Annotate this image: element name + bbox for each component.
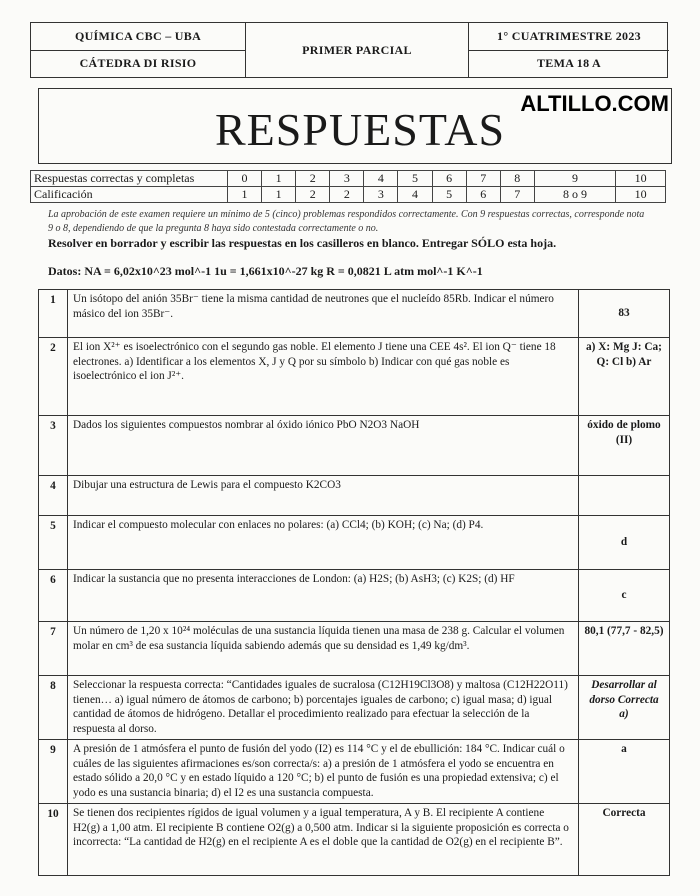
question-number: 3 bbox=[39, 416, 68, 476]
grade-cell: 4 bbox=[364, 171, 398, 187]
topic-label: TEMA 18 A bbox=[469, 50, 669, 78]
question-text: Dados los siguientes compuestos nombrar al óxido iónico PbO N2O3 NaOH bbox=[68, 416, 579, 476]
grade-cell: 10 bbox=[616, 171, 666, 187]
banner-title: RESPUESTAS bbox=[215, 104, 506, 155]
answer-box[interactable]: óxido de plomo (II) bbox=[579, 416, 670, 476]
instructions: Resolver en borrador y escribir las respuestas en los casilleros en blanco. Entregar SÓLO esta hoja. bbox=[48, 236, 557, 250]
question-row bbox=[39, 338, 670, 416]
grade-cell: 3 bbox=[330, 171, 364, 187]
question-row bbox=[39, 622, 670, 676]
grade-cell: 0 bbox=[228, 171, 262, 187]
answer-box[interactable]: Correcta bbox=[579, 804, 670, 876]
question-number: 5 bbox=[39, 516, 68, 570]
question-row bbox=[39, 476, 670, 516]
approval-note: La aprobación de este examen requiere un mínimo de 5 (cinco) problemas respondidos correctamente. Con 9 respuestas correctas, corresponde nota 9 o 8, dependiendo de que la pregunta 8 haya sido contestada correctamente o no. bbox=[48, 209, 645, 234]
question-text: Un isótopo del anión 35Br⁻ tiene la misma cantidad de neutrones que el nucleído 85Rb. Indicar el número másico del ion 35Br⁻. bbox=[68, 290, 579, 338]
grade-cell: 3 bbox=[364, 187, 398, 203]
grade-cell: 1 bbox=[228, 187, 262, 203]
answer-box[interactable]: a) X: Mg J: Ca; Q: Cl b) Ar bbox=[579, 338, 670, 416]
question-text: Indicar el compuesto molecular con enlaces no polares: (a) CCl4; (b) KOH; (c) Na; (d) P4. bbox=[68, 516, 579, 570]
answer-box[interactable]: c bbox=[579, 570, 670, 622]
grade-row-label: Calificación bbox=[31, 187, 228, 203]
answer-box[interactable]: Desarrollar al dorso Correcta a) bbox=[579, 676, 670, 740]
grade-cell: 4 bbox=[398, 187, 432, 203]
answer-box[interactable]: 83 bbox=[579, 290, 670, 338]
question-number: 9 bbox=[39, 740, 68, 804]
answer-box[interactable]: 80,1 (77,7 - 82,5) bbox=[579, 622, 670, 676]
answer-box[interactable]: d bbox=[579, 516, 670, 570]
grade-cell: 2 bbox=[296, 187, 330, 203]
grade-cell: 8 bbox=[500, 171, 534, 187]
grade-cell: 10 bbox=[616, 187, 666, 203]
grade-row-label: Respuestas correctas y completas bbox=[31, 171, 228, 187]
question-text: A presión de 1 atmósfera el punto de fusión del yodo (I2) es 114 °C y el de ebullición: 184 °C. Indicar cuál o cuáles de las siguientes afirmaciones es/son correcta/s: a) a presión de 1 atmósfera el yodo se encuentra en estado sólido a 20,0 °C y en estado líquido a 120 °C; b) el punto de fusión es una propiedad extensiva; c) el yodo es una sustancia binaria; d) el I2 es una sustancia compuesta. bbox=[68, 740, 579, 804]
exam-header bbox=[30, 22, 668, 78]
grade-cell: 7 bbox=[466, 171, 500, 187]
grade-cell: 9 bbox=[534, 171, 615, 187]
data-constants: Datos: NA = 6,02x10^23 mol^-1 1u = 1,661x10^-27 kg R = 0,0821 L atm mol^-1 K^-1 bbox=[48, 264, 483, 278]
grade-cell: 8 o 9 bbox=[534, 187, 615, 203]
answer-box[interactable]: a bbox=[579, 740, 670, 804]
question-row bbox=[39, 740, 670, 804]
question-number: 10 bbox=[39, 804, 68, 876]
watermark-text: ALTILLO.COM bbox=[520, 91, 669, 116]
question-number: 4 bbox=[39, 476, 68, 516]
question-text: Indicar la sustancia que no presenta interacciones de London: (a) H2S; (b) AsH3; (c) K2S; (d) HF bbox=[68, 570, 579, 622]
grade-cell: 6 bbox=[466, 187, 500, 203]
questions-table bbox=[38, 289, 670, 876]
question-text: Dibujar una estructura de Lewis para el compuesto K2CO3 bbox=[68, 476, 579, 516]
question-text: Un número de 1,20 x 10²⁴ moléculas de una sustancia líquida tienen una masa de 238 g. Calcular el volumen molar en cm³ de esa sustancia líquida sabiendo además que su densidad es 1,49 kg/dm³. bbox=[68, 622, 579, 676]
question-text: Se tienen dos recipientes rígidos de igual volumen y a igual temperatura, A y B. El recipiente A contiene H2(g) a 1,00 atm. El recipiente B contiene O2(g) a 0,500 atm. Indicar si la siguiente proposición es correcta o incorrecta: “La cantidad de H2(g) en el recipiente A es el doble que la cantidad de O2(g) en el recipiente B”. bbox=[68, 804, 579, 876]
question-row bbox=[39, 676, 670, 740]
question-row bbox=[39, 416, 670, 476]
grade-table bbox=[30, 170, 666, 203]
grade-cell: 5 bbox=[432, 187, 466, 203]
term-label: 1° CUATRIMESTRE 2023 bbox=[497, 28, 641, 43]
question-row bbox=[39, 804, 670, 876]
grade-row-correct bbox=[31, 171, 666, 187]
question-number: 2 bbox=[39, 338, 68, 416]
grade-cell: 7 bbox=[500, 187, 534, 203]
question-row bbox=[39, 290, 670, 338]
answers-banner bbox=[38, 88, 672, 164]
grade-cell: 2 bbox=[330, 187, 364, 203]
question-number: 7 bbox=[39, 622, 68, 676]
grade-row-score bbox=[31, 187, 666, 203]
question-row bbox=[39, 516, 670, 570]
grade-cell: 6 bbox=[432, 171, 466, 187]
exam-type-label: PRIMER PARCIAL bbox=[302, 42, 412, 57]
grade-cell: 5 bbox=[398, 171, 432, 187]
subject-label: QUÍMICA CBC – UBA bbox=[74, 28, 202, 43]
question-text: El ion X²⁺ es isoelectrónico con el segundo gas noble. El elemento J tiene una CEE 4s². El ion Q⁻ tiene 18 electrones. a) Identificar a los elementos X, J y Q por su símbolo b) Indicar con qué gas noble es isoelectrónico el ion J²⁺. bbox=[68, 338, 579, 416]
grade-cell: 2 bbox=[296, 171, 330, 187]
question-number: 6 bbox=[39, 570, 68, 622]
answer-box[interactable] bbox=[579, 476, 670, 516]
grade-cell: 1 bbox=[262, 187, 296, 203]
question-number: 8 bbox=[39, 676, 68, 740]
question-text: Seleccionar la respuesta correcta: “Cantidades iguales de sucralosa (C12H19Cl3O8) y maltosa (C12H22O11) tienen… a) igual número de átomos de carbono; b) porcentajes iguales de carbono; c) igual masa; d) igual cantidad de átomos de hidrógeno. Detallar el procedimiento realizado para efectuar la selección de la respuesta al dorso. bbox=[68, 676, 579, 740]
question-row bbox=[39, 570, 670, 622]
question-number: 1 bbox=[39, 290, 68, 338]
grade-cell: 1 bbox=[262, 171, 296, 187]
chair-label: CÁTEDRA DI RISIO bbox=[31, 50, 245, 78]
